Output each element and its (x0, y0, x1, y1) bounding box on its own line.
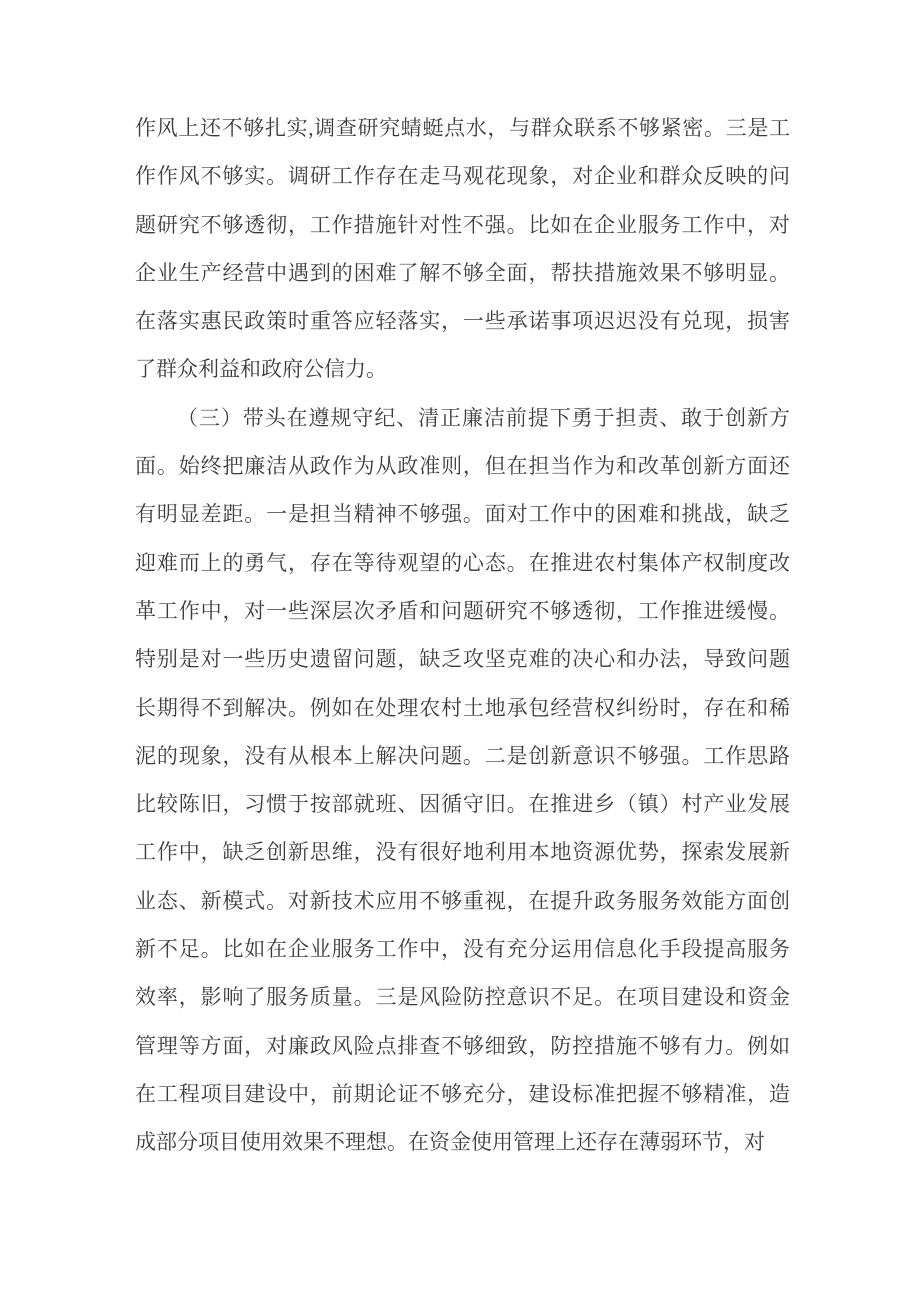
text-line: 在工程项目建设中，前期论证不够充分，建设标准把握不够精准，造 (135, 1081, 790, 1106)
text-line: 业态、新模式。对新技术应用不够重视，在提升政务服务效能方面创 (135, 888, 790, 913)
text-line: 有明显差距。一是担当精神不够强。面对工作中的困难和挑战，缺乏 (135, 502, 790, 527)
text-line: 迎难而上的勇气，存在等待观望的心态。在推进农村集体产权制度改 (135, 550, 790, 575)
text-line: 在落实惠民政策时重答应轻落实，一些承诺事项迟迟没有兑现，损害 (135, 309, 790, 334)
text-line: 泥的现象，没有从根本上解决问题。二是创新意识不够强。工作思路 (135, 743, 790, 768)
text-block (135, 104, 790, 1167)
text-line: 面。始终把廉洁从政作为从政准则，但在担当作为和改革创新方面还 (135, 454, 790, 479)
text-line: 成部分项目使用效果不理想。在资金使用管理上还存在薄弱环节，对 (135, 1130, 765, 1155)
text-line: 企业生产经营中遇到的困难了解不够全面，帮扶措施效果不够明显。 (135, 260, 790, 285)
text-line: 效率，影响了服务质量。三是风险防控意识不足。在项目建设和资金 (135, 985, 790, 1010)
text-line: 新不足。比如在企业服务工作中，没有充分运用信息化手段提高服务 (135, 937, 790, 962)
text-line: 特别是对一些历史遗留问题，缺乏攻坚克难的决心和办法，导致问题 (135, 647, 790, 672)
text-line: 了群众利益和政府公信力。 (135, 357, 387, 382)
text-line: （三）带头在遵规守纪、清正廉洁前提下勇于担责、敢于创新方 (177, 405, 790, 430)
text-line: 比较陈旧，习惯于按部就班、因循守旧。在推进乡（镇）村产业发展 (135, 792, 790, 817)
text-line: 长期得不到解决。例如在处理农村土地承包经营权纠纷时，存在和稀 (135, 695, 790, 720)
text-line: 作作风不够实。调研工作存在走马观花现象，对企业和群众反映的问 (135, 164, 790, 189)
text-line: 题研究不够透彻，工作措施针对性不强。比如在企业服务工作中，对 (135, 212, 790, 237)
text-line: 作风上还不够扎实,调查研究蜻蜓点水，与群众联系不够紧密。三是工 (135, 116, 790, 140)
text-line: 革工作中，对一些深层次矛盾和问题研究不够透彻，工作推进缓慢。 (135, 598, 790, 623)
text-line: 管理等方面，对廉政风险点排查不够细致，防控措施不够有力。例如 (135, 1033, 790, 1058)
text-line: 工作中，缺乏创新思维，没有很好地利用本地资源优势，探索发展新 (135, 840, 790, 865)
